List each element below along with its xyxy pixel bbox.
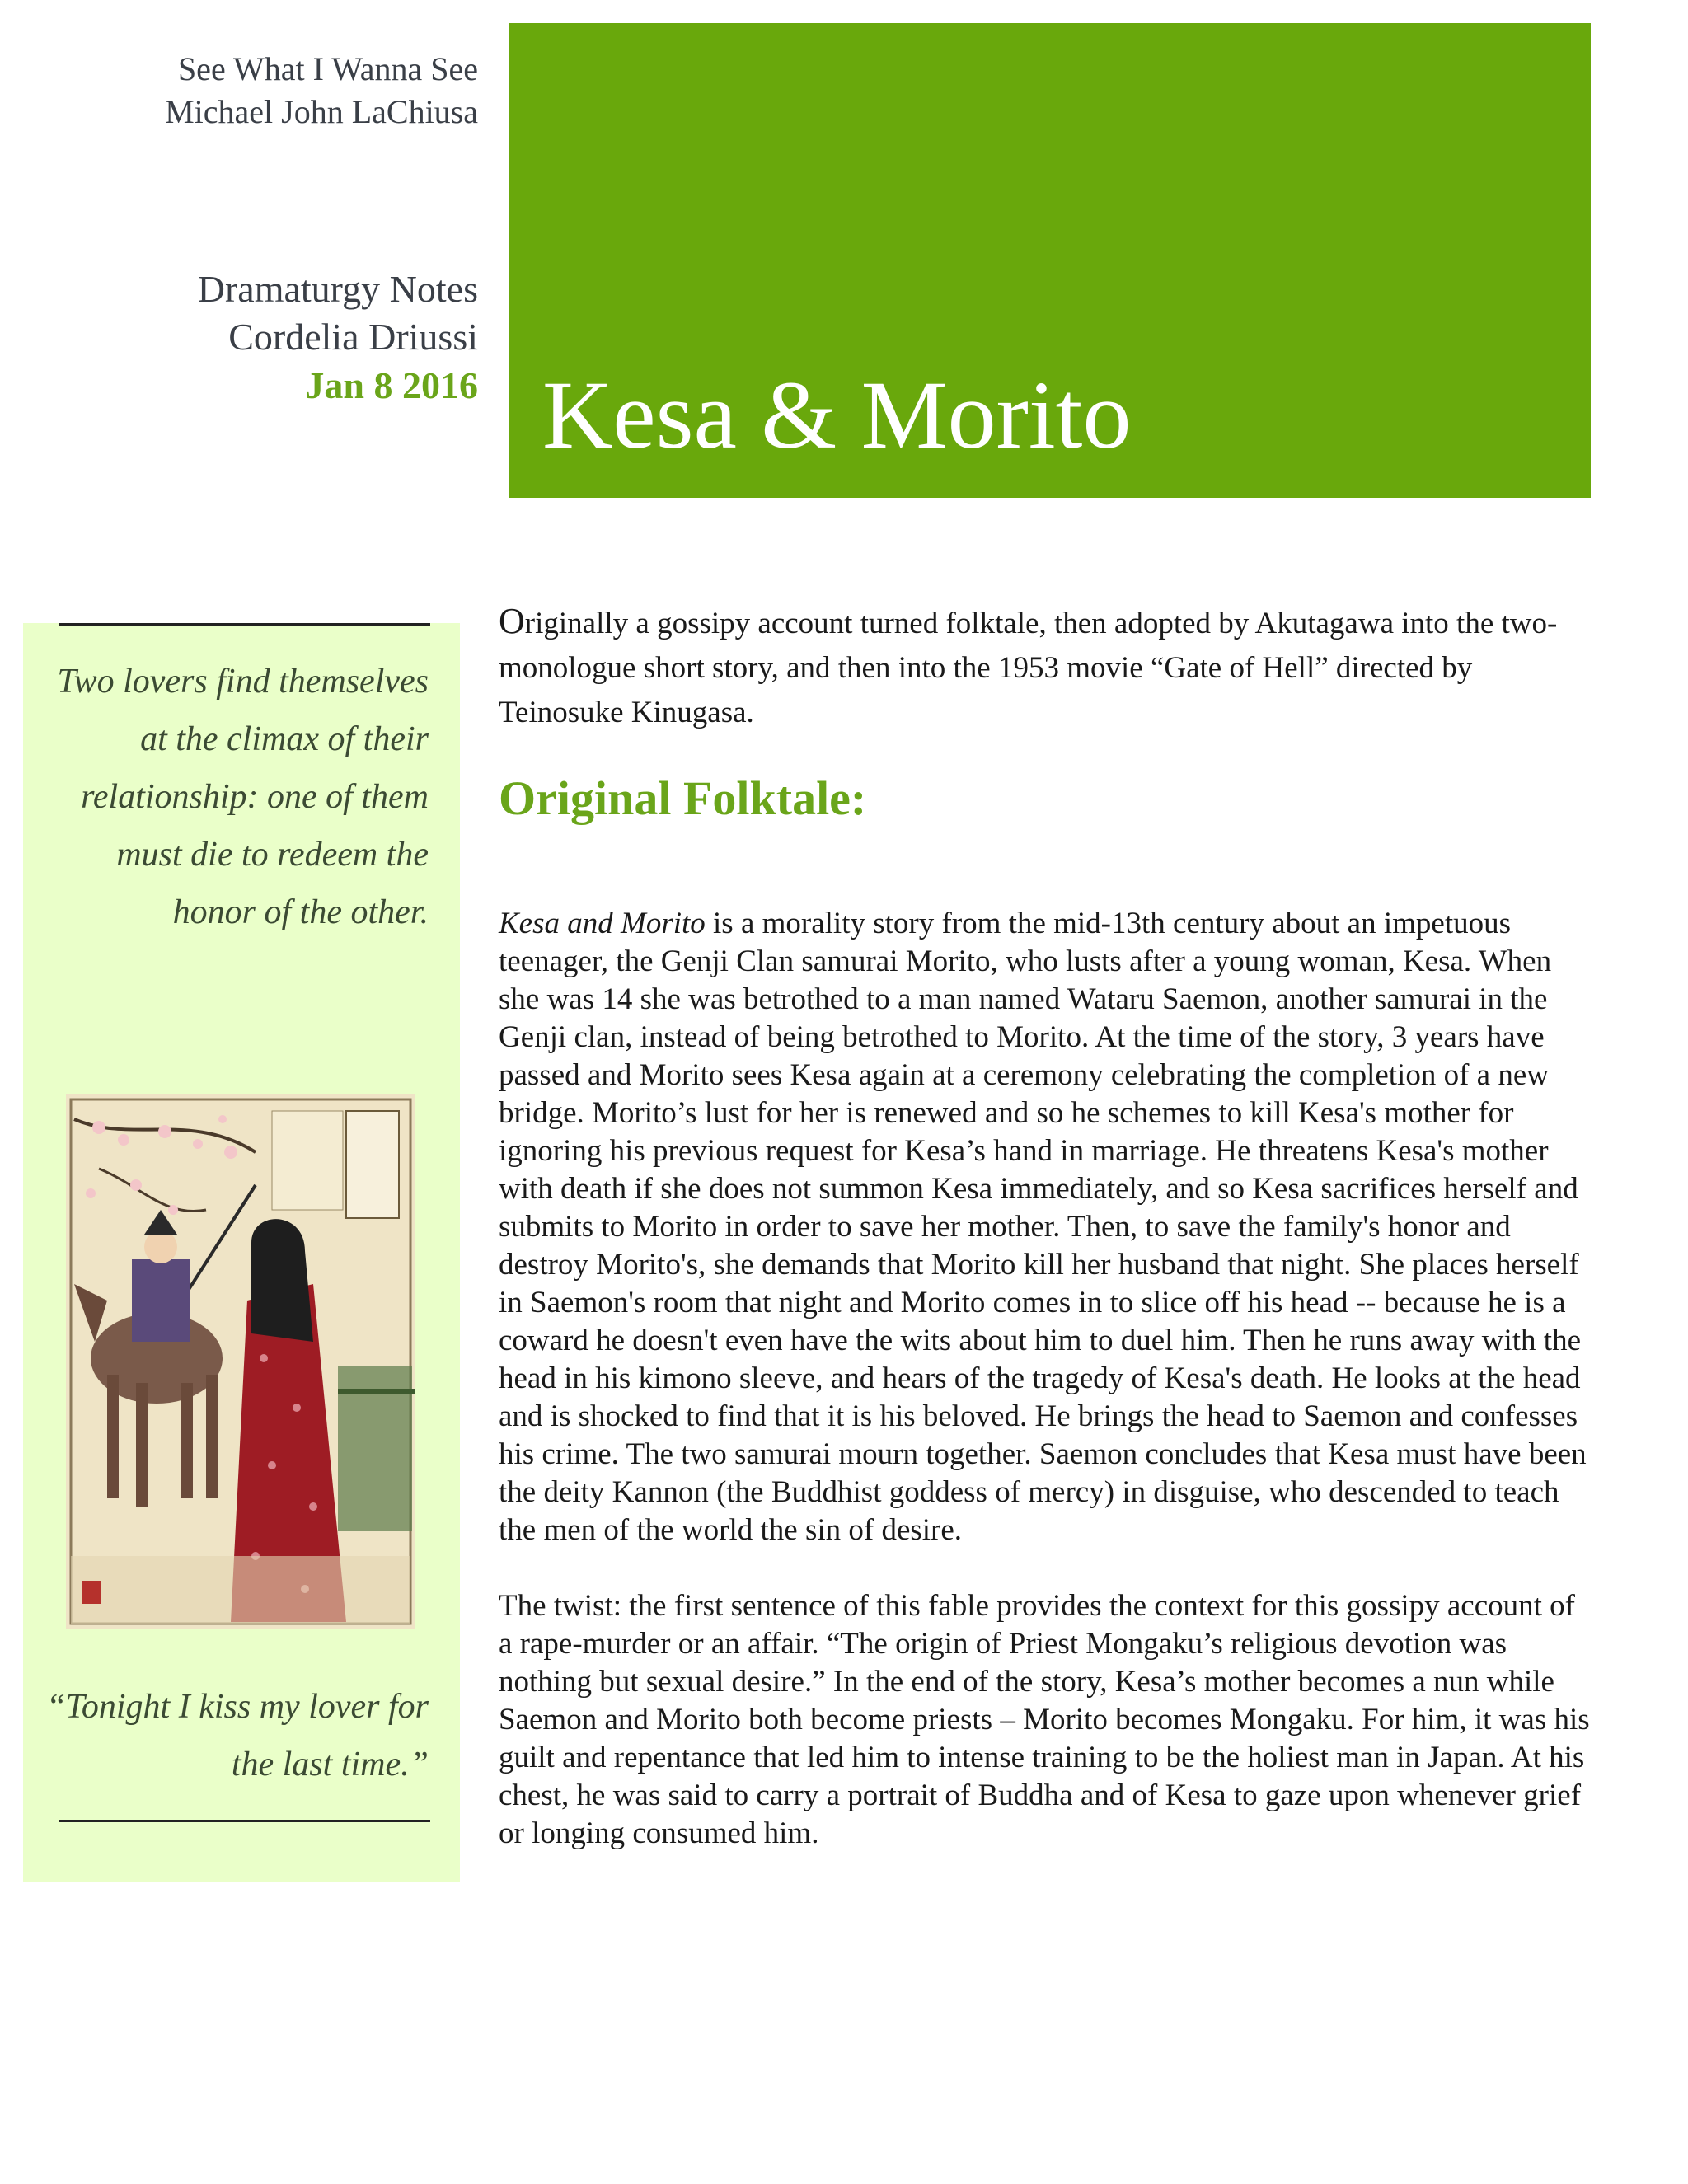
story-title-italic: Kesa and Morito <box>499 907 706 940</box>
section-heading: Original Folktale: <box>499 771 867 825</box>
show-author: Michael John LaChiusa <box>165 93 478 130</box>
closing-quote: “Tonight I kiss my lover for the last time.” <box>46 1688 429 1783</box>
show-title: See What I Wanna See <box>177 50 478 87</box>
page-title: Kesa & Morito <box>542 361 1132 469</box>
woodblock-print-image <box>66 1094 415 1629</box>
pull-quote: Two lovers find themselves at the climax of their relationship: one of them must die to redeem the honor of the other. <box>57 663 429 931</box>
doc-date: Jan 8 2016 <box>305 364 478 406</box>
twist-paragraph: The twist: the first sentence of this fable provides the context for this gossipy account of a rape-murder or an affair. “The origin of Priest Mongaku’s religious devotion was nothing but sexual desire.” In the end of the story, Kesa’s mother becomes a nun while Saemon and Morito both become priests – Morito becomes Mongaku. For him, it was his guilt and repentance that led him to intense training to be the holiest man in Japan. At his chest, he was said to carry a portrait of Buddha and of Kesa to gaze upon whenever grief or longing consumed him. <box>499 1589 1590 1850</box>
folktale-text: is a morality story from the mid-13th century about an impetuous teenager, the Genji Clan samurai Morito, who lusts after a young woman, Kesa. When she was 14 she was betrothed to a man named Wataru Saemon, another samurai in the Genji clan, instead of being betrothed to Morito. At the time of the story, 3 years have passed and Morito sees Kesa again at a ceremony celebrating the completion of a new bridge. Morito’s lust for her is renewed and so he schemes to kill Kesa's mother for ignoring his previous request for Kesa’s hand in marriage. He threatens Kesa's mother with death if she does not summon Kesa immediately, and so Kesa sacrifices herself and submits to Morito in order to save her mother. Then, to save the family's honor and destroy Morito's, she demands that Morito kill her husband that night. She places herself in Saemon's room that night and Morito comes in to slice off his head -- because he is a coward he doesn't even have the wits about him to duel him. Then he runs away with the head in his kimono sleeve, and hears of the tragedy of Kesa's death. He looks at the head and is shocked to find that it is his beloved. He brings the head to Saemon and confesses his crime. The two samurai mourn together. Saemon concludes that Kesa must have been the deity Kannon (the Buddhist goddess of mercy) in disguise, who descended to teach the men of the world the sin of desire. <box>499 907 1587 1547</box>
dramaturg-name: Cordelia Driussi <box>228 316 478 358</box>
sidebar-bottom-rule <box>59 1820 430 1822</box>
header-spacer <box>33 134 478 265</box>
folktale-paragraph <box>499 905 1595 1549</box>
main-content <box>499 599 1595 1853</box>
intro-dropcap: O <box>499 601 525 641</box>
title-banner <box>509 23 1591 498</box>
sidebar-top-rule <box>59 623 430 626</box>
sidebar <box>23 623 460 1882</box>
header-block <box>33 48 478 410</box>
doc-type: Dramaturgy Notes <box>197 268 478 310</box>
intro-text: riginally a gossipy account turned folktale, then adopted by Akutagawa into the two-monologue short story, and then into the 1953 movie “Gate of Hell” directed by Teinosuke Kinugasa. <box>499 607 1558 729</box>
intro-paragraph <box>499 599 1595 735</box>
